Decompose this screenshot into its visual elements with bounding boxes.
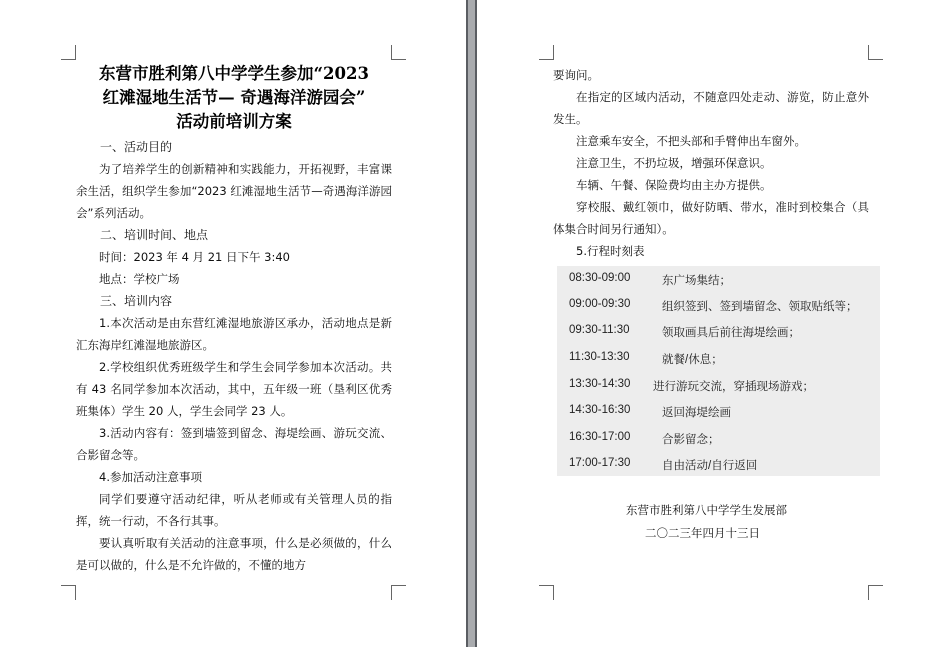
crop-mark-bottom-right — [868, 585, 883, 600]
schedule-time: 08:30-09:00 — [569, 272, 631, 284]
schedule-row — [557, 426, 880, 452]
section-5-heading: 5.行程时刻表 — [576, 244, 645, 258]
signature-organization: 东营市胜利第八中学学生发展部 — [626, 503, 787, 517]
section-3-heading: 三、培训内容 — [100, 294, 173, 308]
section-1-heading: 一、活动目的 — [100, 140, 173, 154]
schedule-row — [557, 346, 880, 372]
schedule-activity: 领取画具后前往海堤绘画； — [662, 327, 800, 339]
schedule-activity: 就餐/休息； — [662, 354, 723, 366]
schedule-time: 14:30-16:30 — [569, 404, 631, 416]
rule-2: 注意乘车安全，不把头部和手臂伸出车窗外。 — [576, 134, 806, 148]
crop-mark-bottom-right — [391, 585, 406, 600]
title-line-3: 活动前培训方案 — [176, 112, 292, 131]
schedule-activity: 东广场集结； — [662, 275, 731, 287]
section-2-heading: 二、培训时间、地点 — [100, 228, 209, 242]
schedule-row — [557, 319, 880, 345]
crop-mark-top-left — [539, 45, 554, 60]
schedule-time: 13:30-14:30 — [569, 378, 631, 390]
title-line-1: 东营市胜利第八中学学生参加“2023 — [99, 64, 369, 83]
content-item-3: 3.活动内容有：签到墙签到留念、海堤绘画、游玩交流、合影留念等。 — [76, 426, 392, 462]
document-page-left — [0, 0, 466, 647]
schedule-activity: 组织签到、签到墙留念、领取贴纸等； — [662, 301, 858, 313]
crop-mark-top-right — [868, 45, 883, 60]
schedule-row — [557, 373, 880, 399]
right-page-content — [553, 64, 869, 262]
continued-text: 要询问。 — [553, 68, 599, 82]
crop-mark-top-left — [61, 45, 76, 60]
rule-1: 在指定的区域内活动，不随意四处走动、游览，防止意外发生。 — [553, 90, 869, 126]
training-place: 地点：学校广场 — [99, 272, 180, 286]
schedule-activity: 自由活动/自行返回 — [662, 460, 758, 472]
rule-5: 穿校服、戴红领巾，做好防晒、带水，准时到校集合（具体集合时间另行通知）。 — [553, 200, 869, 236]
schedule-activity: 进行游玩交流，穿插现场游戏； — [653, 381, 814, 393]
schedule-time: 09:00-09:30 — [569, 298, 631, 310]
content-item-4-heading: 4.参加活动注意事项 — [99, 470, 202, 484]
crop-mark-top-right — [391, 45, 406, 60]
left-page-content — [76, 62, 392, 576]
content-item-1: 1.本次活动是由东营红滩湿地旅游区承办，活动地点是新汇东海岸红滩湿地旅游区。 — [76, 316, 392, 352]
schedule-row — [557, 293, 880, 319]
crop-mark-bottom-left — [539, 585, 554, 600]
schedule-row — [557, 267, 880, 293]
training-time: 时间：2023 年 4 月 21 日下午 3:40 — [99, 250, 290, 264]
signature-date: 二〇二三年四月十三日 — [645, 526, 760, 540]
note-2: 要认真听取有关活动的注意事项，什么是必须做的，什么是可以做的，什么是不允许做的，不懂的地方 — [76, 536, 392, 572]
document-title — [76, 62, 392, 134]
content-item-2: 2.学校组织优秀班级学生和学生会同学参加本次活动。共有 43 名同学参加本次活动，其中，五年级一班（垦利区优秀班集体）学生 20 人，学生会同学 23 人。 — [76, 360, 392, 418]
schedule-time: 17:00-17:30 — [569, 457, 631, 469]
page-gap-edge-left — [466, 0, 468, 647]
schedule-time: 16:30-17:00 — [569, 431, 631, 443]
title-line-2: 红滩湿地生活节— 奇遇海洋游园会” — [102, 88, 366, 107]
section-1-body: 为了培养学生的创新精神和实践能力，开拓视野，丰富课余生活，组织学生参加“2023 红滩湿地生活节—奇遇海洋游园会”系列活动。 — [76, 162, 392, 220]
crop-mark-bottom-left — [61, 585, 76, 600]
note-1: 同学们要遵守活动纪律，听从老师或有关管理人员的指挥，统一行动，不各行其事。 — [76, 492, 392, 528]
schedule-table — [557, 266, 880, 476]
schedule-row — [557, 399, 880, 425]
rule-3: 注意卫生，不扔垃圾，增强环保意识。 — [576, 156, 772, 170]
schedule-activity: 合影留念； — [662, 434, 720, 446]
schedule-row — [557, 452, 880, 478]
schedule-time: 09:30-11:30 — [569, 324, 630, 336]
schedule-time: 11:30-13:30 — [569, 351, 630, 363]
page-gap — [466, 0, 477, 647]
rule-4: 车辆、午餐、保险费均由主办方提供。 — [576, 178, 772, 192]
schedule-activity: 返回海堤绘画 — [662, 407, 731, 419]
